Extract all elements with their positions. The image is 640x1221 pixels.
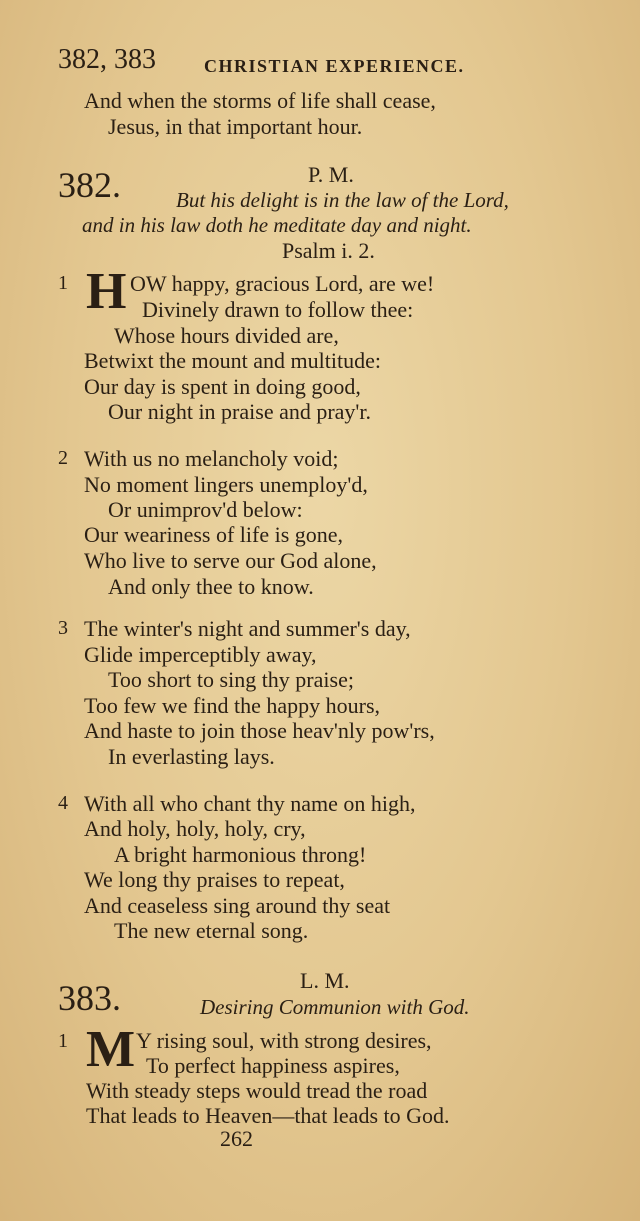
verse-line: In everlasting lays. [108,744,275,769]
hymn-epigraph: and in his law doth he meditate day and night. [82,213,472,237]
page-number: 262 [220,1126,253,1151]
verse-number: 3 [58,617,68,639]
drop-cap: H [86,263,127,320]
carryover-line: Jesus, in that important hour. [108,114,363,139]
running-header [58,44,618,84]
hymn-number: 383. [58,978,121,1018]
verse-line: To perfect happiness aspires, [146,1053,400,1078]
verse-line: Too few we find the happy hours, [84,693,381,718]
verse-line: Y rising soul, with strong desires, [136,1028,432,1053]
verse-line: We long thy praises to repeat, [84,867,345,892]
verse-line: And holy, holy, holy, cry, [84,816,306,841]
verse-line: Glide imperceptibly away, [84,642,317,667]
verse-line: And only thee to know. [108,574,314,599]
verse-line: No moment lingers unemploy'd, [84,472,368,497]
verse-number: 1 [58,1030,68,1052]
verse-line: With us no melancholy void; [84,446,339,471]
verse-line: Whose hours divided are, [114,323,339,348]
verse-line: With steady steps would tread the road [86,1078,428,1103]
verse-line: With all who chant thy name on high, [84,791,416,816]
verse-line: Betwixt the mount and multitude: [84,348,381,373]
verse-line: A bright harmonious throng! [114,842,367,867]
hymn-meter: P. M. [308,162,354,187]
verse-line: OW happy, gracious Lord, are we! [130,271,435,296]
verse-line: Or unimprov'd below: [108,497,303,522]
verse-line: That leads to Heaven—that leads to God. [86,1103,450,1128]
verse-line: Our day is spent in doing good, [84,374,361,399]
verse-line: The winter's night and summer's day, [84,616,411,641]
header-page-numbers: 382, 383 [58,44,156,75]
hymn-meter: L. M. [300,968,350,993]
verse-number: 2 [58,447,68,469]
hymn-number: 382. [58,165,121,205]
carryover-line: And when the storms of life shall cease, [84,88,436,113]
scripture-reference: Psalm i. 2. [282,238,375,263]
verse-number: 4 [58,792,68,814]
verse-line: Who live to serve our God alone, [84,548,377,573]
verse-line: Our weariness of life is gone, [84,522,344,547]
verse-line: And haste to join those heav'nly pow'rs, [84,718,435,743]
verse-line: And ceaseless sing around thy seat [84,893,391,918]
hymn-epigraph: But his delight is in the law of the Lord, [176,188,509,212]
verse-line: Too short to sing thy praise; [108,667,354,692]
header-section-title: CHRISTIAN EXPERIENCE. [204,56,465,76]
drop-cap: M [86,1021,136,1078]
verse-line: The new eternal song. [114,918,309,943]
verse-line: Divinely drawn to follow thee: [142,297,414,322]
verse-line: Our night in praise and pray'r. [108,399,372,424]
verse-number: 1 [58,272,68,294]
hymn-title: Desiring Communion with God. [200,995,470,1019]
